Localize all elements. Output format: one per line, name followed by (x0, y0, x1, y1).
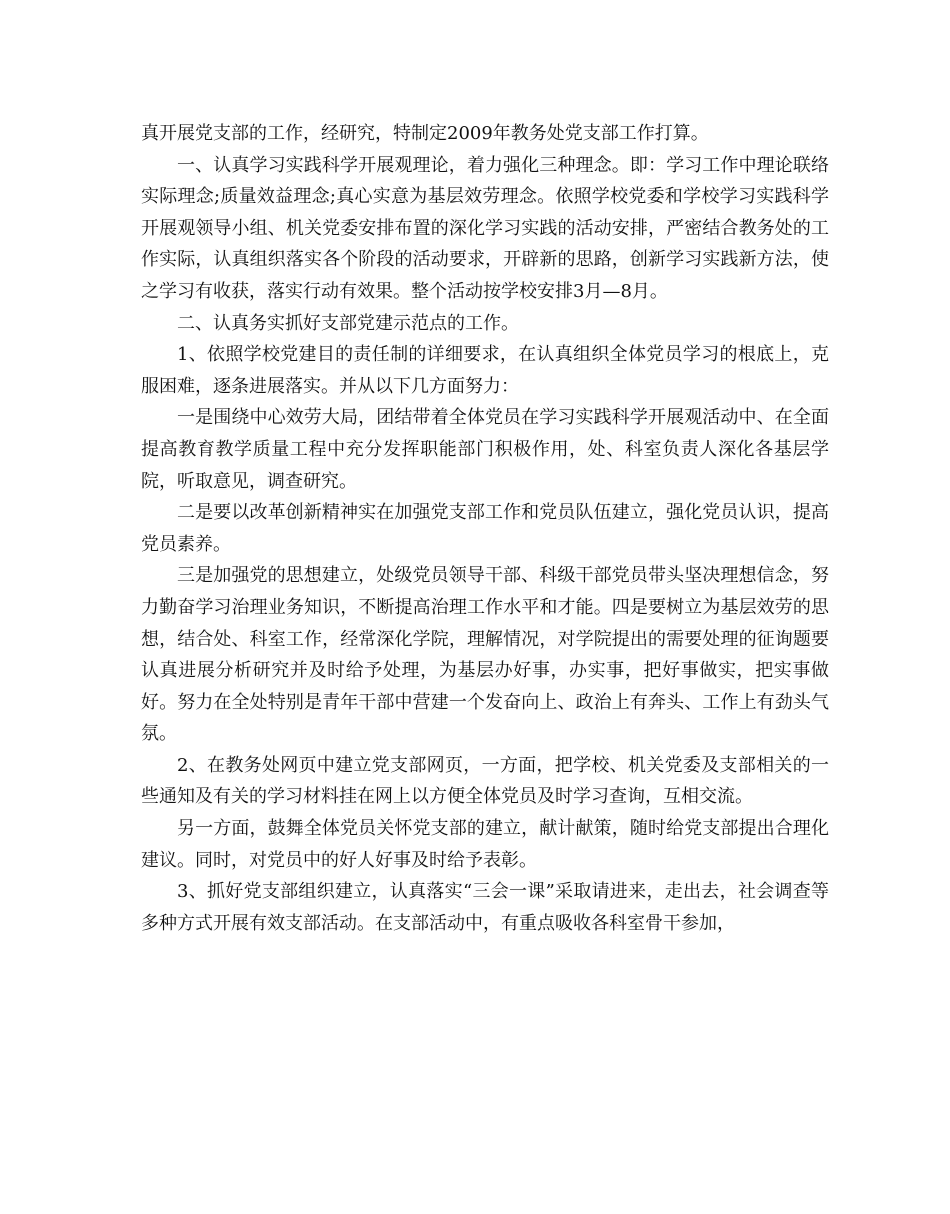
paragraph-point-three-four: 三是加强党的思想建立，处级党员领导干部、科级干部党员带头坚决理想信念，努力勤奋学习治理业务知识，不断提高治理工作水平和才能。四是要树立为基层效劳的思想，结合处、科室工作，经常深化学院，理解情况，对学院提出的需要处理的征询题要认真进展分析研究并及时给予处理，为基层办好事，办实事，把好事做实，把实事做好。努力在全处特别是青年干部中营建一个发奋向上、政治上有奔头、工作上有劲头气氛。 (141, 565, 829, 745)
paragraph-item-one: 1、依照学校党建目的责任制的详细要求，在认真组织全体党员学习的根底上，克服困难，逐条进展落实。并从以下几方面努力： (141, 344, 829, 397)
paragraph-point-two: 二是要以改革创新精神实在加强党支部工作和党员队伍建立，强化党员认识，提高党员素养。 (141, 502, 829, 555)
paragraph-section-two-heading: 二、认真务实抓好支部党建示范点的工作。 (177, 312, 519, 334)
paragraph-item-three: 3、抓好党支部组织建立，认真落实“三会一课”采取请进来，走出去，社会调查等多种方式开展有效支部活动。在支部活动中，有重点吸收各科室骨干参加， (141, 881, 829, 934)
paragraph-point-one: 一是围绕中心效劳大局，团结带着全体党员在学习实践科学开展观活动中、在全面提高教育教学质量工程中充分发挥职能部门积极作用，处、科室负责人深化各基层学院，听取意见，调查研究。 (141, 407, 829, 492)
paragraph-other-aspect: 另一方面，鼓舞全体党员关怀党支部的建立，献计献策，随时给党支部提出合理化建议。同时，对党员中的好人好事及时给予表彰。 (141, 818, 829, 871)
paragraph-continued: 真开展党支部的工作，经研究，特制定2009年教务处党支部工作打算。 (141, 123, 709, 144)
paragraph-item-two: 2、在教务处网页中建立党支部网页，一方面，把学校、机关党委及支部相关的一些通知及有关的学习材料挂在网上以方便全体党员及时学习查询，互相交流。 (141, 754, 829, 808)
paragraph-section-one: 一、认真学习实践科学开展观理论，着力强化三种理念。即：学习工作中理论联络实际理念;质量效益理念;真心实意为基层效劳理念。依照学校党委和学校学习实践科学开展观领导小组、机关党委安排布置的深化学习实践的活动安排，严密结合教务处的工作实际，认真组织落实各个阶段的活动要求，开辟新的思路，创新学习实践新方法，使之学习有收获，落实行动有效果。整个活动按学校安排3月—8月。 (141, 154, 829, 302)
document-body (141, 118, 829, 939)
